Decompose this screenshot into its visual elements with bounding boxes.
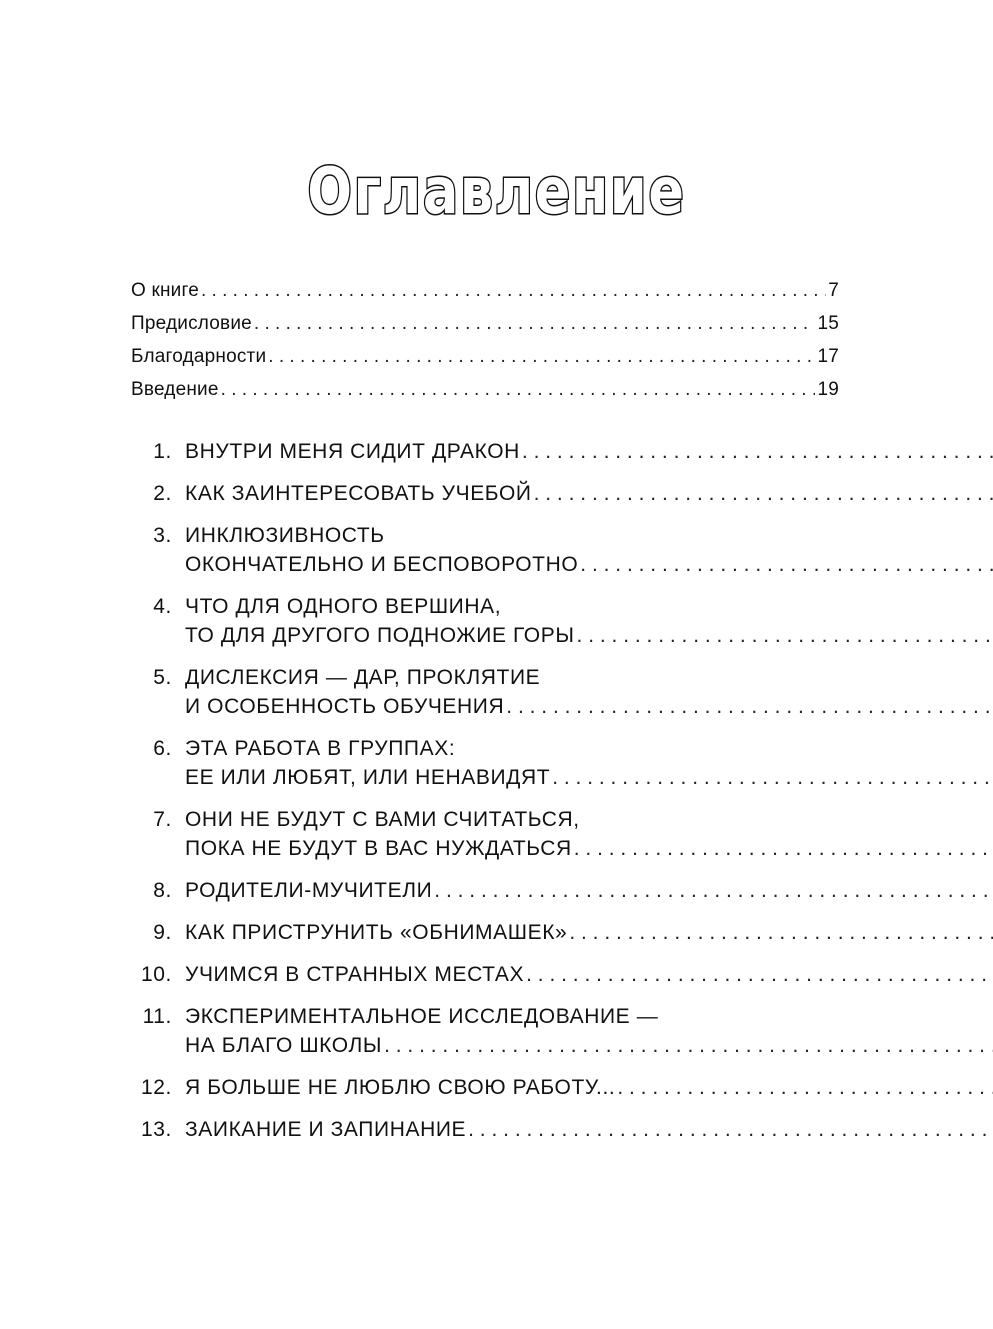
chapter-number: 6. <box>153 737 172 760</box>
toc-entry-page: 7 <box>828 280 839 301</box>
chapter-list <box>131 437 839 1157</box>
dot-leader <box>617 1073 993 1102</box>
dot-leader <box>574 834 993 863</box>
front-matter-list <box>131 280 839 412</box>
chapter-entry[interactable] <box>131 479 839 508</box>
chapter-title-line: ДИСЛЕКСИЯ — ДАР, ПРОКЛЯТИЕ <box>185 666 541 689</box>
chapter-entry[interactable] <box>131 960 839 989</box>
dot-leader <box>468 1115 993 1144</box>
chapter-title-last-line <box>185 550 993 579</box>
dot-leader <box>506 692 993 721</box>
chapter-title-last-line <box>185 437 993 466</box>
chapter-entry[interactable] <box>131 521 839 579</box>
chapter-number: 12. <box>141 1076 172 1099</box>
dot-leader <box>221 379 816 401</box>
chapter-title-line: ИНКЛЮЗИВНОСТЬ <box>185 524 385 547</box>
dot-leader <box>522 437 993 466</box>
chapter-title-block <box>185 437 993 466</box>
chapter-title-block <box>185 521 993 579</box>
chapter-entry[interactable] <box>131 663 839 721</box>
chapter-title-text: УЧИМСЯ В СТРАННЫХ МЕСТАХ <box>185 963 525 986</box>
chapter-title-text: И ОСОБЕННОСТЬ ОБУЧЕНИЯ <box>185 695 505 718</box>
chapter-number: 8. <box>153 879 172 902</box>
toc-entry[interactable] <box>131 280 839 313</box>
chapter-title-text: ЕЕ ИЛИ ЛЮБЯТ, ИЛИ НЕНАВИДЯТ <box>185 766 551 789</box>
chapter-title-text: Я БОЛЬШЕ НЕ ЛЮБЛЮ СВОЮ РАБОТУ... <box>185 1076 616 1099</box>
toc-entry-label: Введение <box>131 379 219 400</box>
chapter-title-block <box>185 1002 993 1060</box>
chapter-title-text: НА БЛАГО ШКОЛЫ <box>185 1034 383 1057</box>
chapter-number: 5. <box>153 666 172 689</box>
chapter-title-line: ЭКСПЕРИМЕНТАЛЬНОЕ ИССЛЕДОВАНИЕ — <box>185 1005 659 1028</box>
chapter-title-block <box>185 960 993 989</box>
dot-leader <box>580 550 993 579</box>
chapter-title-block <box>185 1115 993 1144</box>
dot-leader <box>268 346 815 368</box>
chapter-title-block <box>185 805 993 863</box>
chapter-number: 3. <box>153 524 172 547</box>
chapter-number: 7. <box>153 808 172 831</box>
chapter-title-text: РОДИТЕЛИ-МУЧИТЕЛИ <box>185 879 433 902</box>
dot-leader <box>384 1031 993 1060</box>
page-title: Оглавление <box>307 155 686 229</box>
chapter-title-last-line <box>185 834 993 863</box>
dot-leader <box>254 313 816 335</box>
chapter-title-last-line <box>185 763 993 792</box>
chapter-title-last-line <box>185 621 993 650</box>
chapter-title-text: КАК ЗАИНТЕРЕСОВАТЬ УЧЕБОЙ <box>185 482 532 505</box>
chapter-title-last-line <box>185 1073 993 1102</box>
chapter-title-text: ЗАИКАНИЕ И ЗАПИНАНИЕ <box>185 1118 467 1141</box>
chapter-number: 4. <box>153 595 172 618</box>
chapter-title-block <box>185 592 993 650</box>
chapter-number: 11. <box>142 1005 172 1028</box>
chapter-title-block <box>185 663 993 721</box>
chapter-title-line: ЭТА РАБОТА В ГРУППАХ: <box>185 737 456 760</box>
chapter-title-block <box>185 876 993 905</box>
chapter-title-block <box>185 1073 993 1102</box>
chapter-title-text: ОКОНЧАТЕЛЬНО И БЕСПОВОРОТНО <box>185 553 579 576</box>
chapter-entry[interactable] <box>131 734 839 792</box>
toc-entry-page: 15 <box>817 313 839 334</box>
chapter-title-line: ОНИ НЕ БУДУТ С ВАМИ СЧИТАТЬСЯ, <box>185 808 580 831</box>
dot-leader <box>526 960 993 989</box>
dot-leader <box>569 918 993 947</box>
dot-leader <box>201 280 826 302</box>
chapter-entry[interactable] <box>131 876 839 905</box>
chapter-entry[interactable] <box>131 1115 839 1144</box>
chapter-title-line: ЧТО ДЛЯ ОДНОГО ВЕРШИНА, <box>185 595 502 618</box>
chapter-number: 10. <box>141 963 172 986</box>
toc-entry[interactable] <box>131 379 839 412</box>
dot-leader <box>552 763 993 792</box>
chapter-number: 9. <box>153 921 172 944</box>
chapter-entry[interactable] <box>131 592 839 650</box>
chapter-number: 13. <box>141 1118 172 1141</box>
toc-entry[interactable] <box>131 313 839 346</box>
chapter-title-text: ВНУТРИ МЕНЯ СИДИТ ДРАКОН <box>185 440 520 463</box>
chapter-number: 2. <box>153 482 172 505</box>
toc-entry-label: О книге <box>131 280 199 301</box>
chapter-title-text: КАК ПРИСТРУНИТЬ «ОБНИМАШЕК» <box>185 921 568 944</box>
toc-entry[interactable] <box>131 346 839 379</box>
toc-entry-page: 17 <box>817 346 839 367</box>
chapter-title-last-line <box>185 876 993 905</box>
chapter-entry[interactable] <box>131 437 839 466</box>
chapter-entry[interactable] <box>131 918 839 947</box>
chapter-entry[interactable] <box>131 805 839 863</box>
chapter-title-last-line <box>185 1031 993 1060</box>
toc-entry-label: Предисловие <box>131 313 252 334</box>
chapter-title-block <box>185 479 993 508</box>
toc-entry-label: Благодарности <box>131 346 267 367</box>
dot-leader <box>577 621 993 650</box>
chapter-title-last-line <box>185 1115 993 1144</box>
dot-leader <box>434 876 993 905</box>
chapter-title-block <box>185 918 993 947</box>
chapter-title-last-line <box>185 960 993 989</box>
dot-leader <box>534 479 993 508</box>
chapter-title-text: ТО ДЛЯ ДРУГОГО ПОДНОЖИЕ ГОРЫ <box>185 624 575 647</box>
chapter-entry[interactable] <box>131 1073 839 1102</box>
chapter-title-text: ПОКА НЕ БУДУТ В ВАС НУЖДАТЬСЯ <box>185 837 572 860</box>
chapter-title-last-line <box>185 479 993 508</box>
toc-entry-page: 19 <box>817 379 839 400</box>
chapter-title-block <box>185 734 993 792</box>
chapter-title-last-line <box>185 692 993 721</box>
chapter-entry[interactable] <box>131 1002 839 1060</box>
chapter-number: 1. <box>153 440 172 463</box>
chapter-title-last-line <box>185 918 993 947</box>
